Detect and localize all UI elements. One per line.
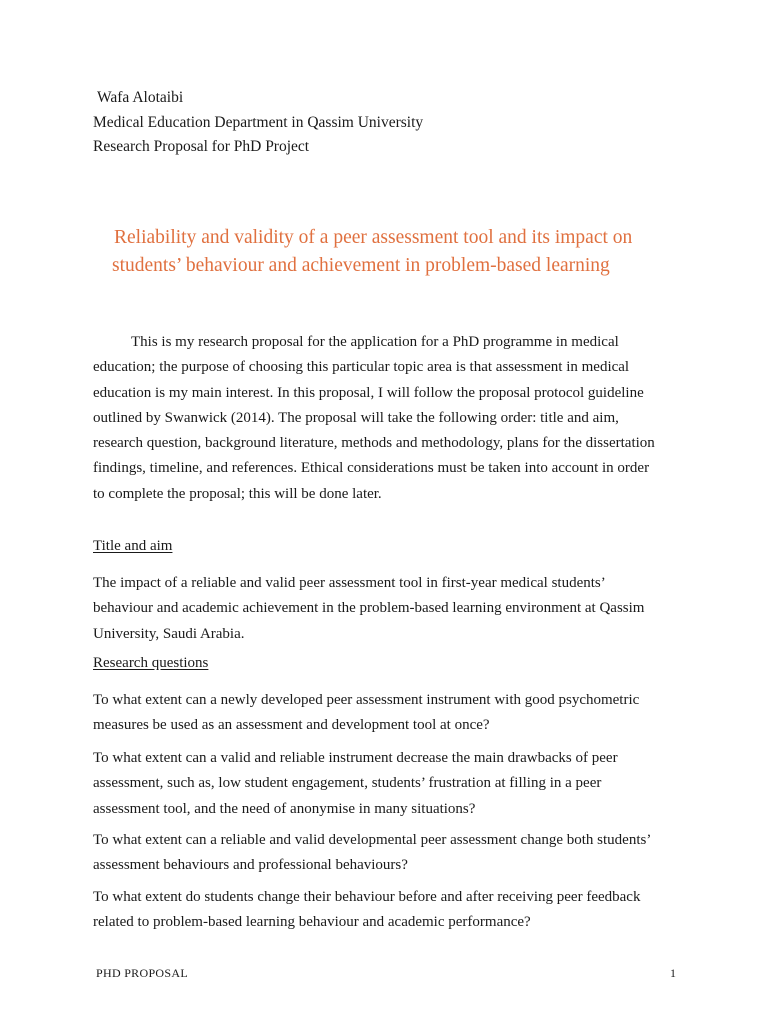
document-type-line: Research Proposal for PhD Project: [93, 138, 310, 155]
research-question-3: [93, 828, 693, 879]
intro-line: research question, background literature, methods and methodology, plans for the dissertation: [93, 435, 655, 452]
research-question-1: [93, 688, 693, 739]
question-line: measures be used as an assessment and development tool at once?: [93, 717, 490, 734]
footer-label: PHD PROPOSAL: [96, 966, 188, 980]
author-name: Wafa Alotaibi: [97, 89, 184, 106]
research-question-4: [93, 885, 693, 936]
question-line: assessment behaviours and professional behaviours?: [93, 857, 408, 874]
intro-line: findings, timeline, and references. Ethical considerations must be taken into account in order: [93, 460, 650, 477]
question-line: related to problem-based learning behaviour and academic performance?: [93, 914, 531, 931]
question-line: assessment, such as, low student engagement, students’ frustration at filling in a peer: [93, 775, 602, 792]
section-heading-title-and-aim: Title and aim: [93, 538, 173, 554]
intro-line: education is my main interest. In this proposal, I will follow the proposal protocol guideline: [93, 384, 644, 401]
page-number: 1: [670, 966, 676, 980]
proposal-title: [114, 224, 714, 280]
intro-line: outlined by Swanwick (2014). The proposal will take the following order: title and aim,: [93, 409, 619, 426]
research-question-2: [93, 746, 693, 822]
proposal-title-line-2: students’ behaviour and achievement in problem-based learning: [112, 255, 610, 276]
intro-line: education; the purpose of choosing this particular topic area is that assessment in medical: [93, 359, 630, 376]
proposal-title-line-1: Reliability and validity of a peer assessment tool and its impact on: [114, 227, 633, 248]
question-line: assessment tool, and the need of anonymise in many situations?: [93, 800, 476, 817]
aim-paragraph: [93, 571, 693, 647]
aim-line: behaviour and academic achievement in the problem-based learning environment at Qassim: [93, 600, 645, 617]
aim-line: The impact of a reliable and valid peer assessment tool in first-year medical students’: [93, 575, 606, 591]
question-line: To what extent can a reliable and valid developmental peer assessment change both students’: [93, 832, 652, 848]
question-line: To what extent can a newly developed peer assessment instrument with good psychometric: [93, 692, 640, 708]
intro-paragraph: [93, 330, 693, 507]
intro-line: to complete the proposal; this will be done later.: [93, 485, 382, 502]
question-line: To what extent do students change their behaviour before and after receiving peer feedback: [93, 889, 641, 905]
question-line: To what extent can a valid and reliable instrument decrease the main drawbacks of peer: [93, 750, 618, 766]
department-line: Medical Education Department in Qassim University: [93, 113, 424, 131]
aim-line: University, Saudi Arabia.: [93, 625, 245, 642]
intro-line: This is my research proposal for the application for a PhD programme in medical: [131, 334, 619, 350]
author-block: [93, 86, 423, 160]
section-heading-research-questions: Research questions: [93, 655, 209, 671]
